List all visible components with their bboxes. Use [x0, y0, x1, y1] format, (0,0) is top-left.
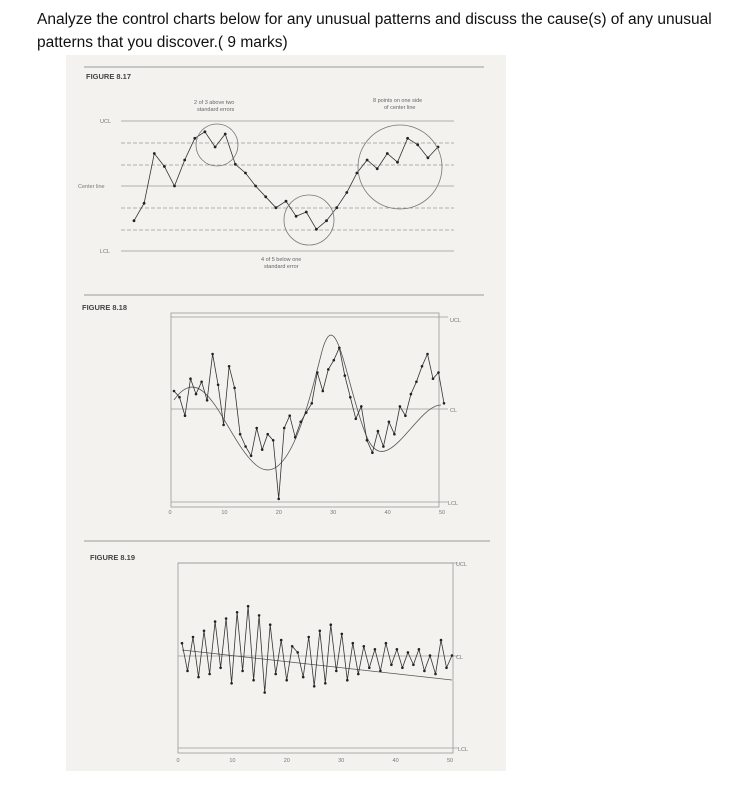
- fig18-data-point: [261, 448, 264, 451]
- fig17-note-1a: 2 of 3 above two: [194, 100, 235, 106]
- fig18-data-point: [206, 399, 209, 402]
- figure-8-18-label: FIGURE 8.18: [82, 303, 128, 312]
- fig18-data-point: [178, 396, 181, 399]
- fig18-data-point: [184, 414, 187, 417]
- fig17-series: [133, 130, 440, 230]
- fig19-tick-label: 20: [283, 758, 290, 764]
- fig18-data-point: [432, 377, 435, 380]
- fig17-note-1b: standard errors: [197, 107, 235, 113]
- fig19-data-point: [197, 676, 200, 679]
- fig17-data-point: [386, 152, 389, 155]
- fig17-data-point: [366, 159, 369, 162]
- fig18-data-point: [421, 365, 424, 368]
- fig17-data-point: [427, 156, 430, 159]
- fig17-data-point: [376, 167, 379, 170]
- fig19-data-point: [363, 645, 366, 648]
- fig18-data-point: [283, 427, 286, 430]
- fig17-data-line: [134, 132, 438, 230]
- fig18-cl-label: CL: [450, 408, 458, 414]
- fig17-data-point: [173, 185, 176, 188]
- fig19-data-line: [182, 606, 452, 692]
- fig19-data-point: [192, 636, 195, 639]
- fig18-data-point: [299, 421, 302, 424]
- scanned-figures: [66, 55, 506, 771]
- fig19-data-point: [451, 654, 454, 657]
- fig19-data-point: [418, 648, 421, 651]
- fig18-data-point: [311, 402, 314, 405]
- fig17-data-point: [406, 137, 409, 140]
- fig19-series: [181, 605, 454, 694]
- fig19-x-ticks: [176, 758, 453, 764]
- fig18-data-point: [316, 371, 319, 374]
- fig19-data-point: [307, 636, 310, 639]
- fig18-data-point: [189, 377, 192, 380]
- fig18-data-point: [266, 433, 269, 436]
- fig17-data-point: [153, 152, 156, 155]
- fig18-data-point: [426, 353, 429, 356]
- fig19-data-point: [302, 676, 305, 679]
- fig18-data-point: [250, 455, 253, 458]
- fig19-cl-label: CL: [456, 655, 464, 661]
- fig18-data-point: [388, 421, 391, 424]
- fig17-data-point: [193, 137, 196, 140]
- fig19-data-point: [346, 679, 349, 682]
- fig19-data-point: [208, 673, 211, 676]
- fig19-tick-label: 10: [229, 758, 236, 764]
- fig18-data-point: [217, 384, 220, 387]
- fig19-data-point: [296, 651, 299, 654]
- fig19-data-point: [352, 642, 355, 645]
- fig18-data-point: [272, 439, 275, 442]
- fig17-data-point: [315, 228, 318, 231]
- fig18-data-point: [399, 405, 402, 408]
- fig18-cycle-curve: [174, 335, 441, 470]
- fig18-data-point: [200, 381, 203, 384]
- fig17-data-point: [234, 163, 237, 166]
- fig19-tick-label: 50: [446, 758, 454, 764]
- fig18-series: [173, 347, 446, 501]
- fig17-ucl-label: UCL: [100, 119, 112, 125]
- fig18-data-point: [228, 365, 231, 368]
- fig17-note-3a: 4 of 5 below one: [261, 257, 302, 263]
- fig18-tick-label: 0: [168, 510, 172, 516]
- fig18-data-point: [371, 451, 374, 454]
- fig18-data-point: [233, 387, 236, 390]
- fig19-data-point: [390, 664, 393, 667]
- fig18-data-point: [355, 418, 358, 421]
- fig17-data-point: [183, 159, 186, 162]
- fig19-data-point: [291, 645, 294, 648]
- fig18-data-point: [366, 439, 369, 442]
- fig18-data-point: [338, 347, 341, 350]
- fig18-tick-label: 50: [438, 510, 446, 516]
- fig17-data-point: [143, 202, 146, 205]
- fig17-data-point: [204, 130, 207, 133]
- question-line-2: patterns that you discover.( 9 marks): [37, 34, 288, 51]
- fig17-data-point: [254, 185, 257, 188]
- fig17-data-point: [356, 172, 359, 175]
- fig19-data-point: [357, 673, 360, 676]
- fig18-data-line: [174, 348, 444, 499]
- fig19-data-point: [285, 679, 288, 682]
- fig18-data-point: [173, 390, 176, 393]
- fig19-data-point: [335, 670, 338, 673]
- fig17-note-2b: of center line: [384, 105, 416, 111]
- fig19-data-point: [280, 639, 283, 642]
- fig18-data-point: [288, 414, 291, 417]
- fig18-data-point: [195, 393, 198, 396]
- fig17-lcl-label: LCL: [100, 249, 111, 255]
- fig18-data-point: [410, 393, 413, 396]
- fig17-data-point: [264, 195, 267, 198]
- fig19-data-point: [330, 623, 333, 626]
- fig17-data-point: [305, 211, 308, 214]
- fig19-data-point: [434, 673, 437, 676]
- fig18-data-point: [294, 436, 297, 439]
- fig19-data-point: [396, 648, 399, 651]
- fig17-circle-side: [358, 125, 442, 209]
- fig19-data-point: [385, 642, 388, 645]
- fig17-data-point: [416, 143, 419, 146]
- fig18-data-point: [255, 427, 258, 430]
- fig19-data-point: [324, 682, 327, 685]
- fig19-data-point: [440, 639, 443, 642]
- fig17-center-label: Center line: [78, 184, 105, 190]
- fig17-data-point: [325, 219, 328, 222]
- figure-8-17-label: FIGURE 8.17: [86, 72, 132, 81]
- fig19-data-point: [241, 670, 244, 673]
- fig17-data-point: [285, 200, 288, 203]
- fig18-data-point: [211, 353, 214, 356]
- fig19-tick-label: 30: [338, 758, 345, 764]
- fig17-note-2a: 8 points on one side: [373, 98, 423, 104]
- fig18-data-point: [344, 374, 347, 377]
- fig17-note-3b: standard error: [264, 264, 299, 270]
- fig19-ucl-label: UCL: [456, 562, 468, 568]
- fig18-tick-label: 30: [330, 510, 337, 516]
- fig18-data-point: [393, 433, 396, 436]
- fig18-x-ticks: [168, 510, 445, 516]
- fig18-data-point: [222, 424, 225, 427]
- fig18-data-point: [382, 445, 385, 448]
- fig19-tick-label: 40: [392, 758, 399, 764]
- figure-8-19-label: FIGURE 8.19: [90, 553, 136, 562]
- fig19-data-point: [181, 642, 184, 645]
- fig17-data-point: [396, 161, 399, 164]
- fig18-tick-label: 20: [275, 510, 282, 516]
- fig17-data-point: [214, 146, 217, 149]
- fig18-data-point: [349, 396, 352, 399]
- fig18-data-point: [333, 359, 336, 362]
- fig19-data-point: [252, 679, 255, 682]
- fig19-data-point: [401, 667, 404, 670]
- fig19-data-point: [313, 685, 316, 688]
- fig19-data-point: [219, 667, 222, 670]
- fig17-data-point: [345, 191, 348, 194]
- fig17-data-point: [275, 206, 278, 209]
- fig19-data-point: [429, 654, 432, 657]
- fig18-tick-label: 40: [384, 510, 391, 516]
- fig19-data-point: [445, 667, 448, 670]
- fig19-trend-line: [182, 650, 452, 680]
- fig18-data-point: [322, 390, 325, 393]
- fig19-data-point: [203, 630, 206, 633]
- fig19-data-point: [236, 611, 239, 614]
- fig17-data-point: [295, 215, 298, 218]
- fig18-data-point: [239, 433, 242, 436]
- question-line-1: Analyze the control charts below for any unusual patterns and discuss the cause(s) of any unusual: [37, 11, 712, 28]
- fig17-data-point: [163, 165, 166, 168]
- fig18-lcl-label: LCL: [448, 501, 459, 507]
- fig19-data-point: [225, 617, 228, 620]
- fig19-data-point: [341, 633, 344, 636]
- fig18-data-point: [360, 405, 363, 408]
- fig18-data-point: [443, 402, 446, 405]
- fig17-data-point: [244, 172, 247, 175]
- fig17-data-point: [133, 219, 136, 222]
- fig18-data-point: [415, 381, 418, 384]
- fig18-ucl-label: UCL: [450, 318, 462, 324]
- fig19-data-point: [319, 630, 322, 633]
- figures-svg: [66, 55, 506, 771]
- fig19-data-point: [412, 664, 415, 667]
- fig18-data-point: [277, 498, 280, 501]
- fig17-data-point: [335, 206, 338, 209]
- fig18-data-point: [437, 371, 440, 374]
- fig19-data-point: [379, 670, 382, 673]
- fig19-data-point: [368, 667, 371, 670]
- fig17-data-point: [224, 133, 227, 136]
- fig19-tick-label: 0: [176, 758, 180, 764]
- question-text: [37, 8, 717, 54]
- fig18-tick-label: 10: [221, 510, 228, 516]
- fig19-data-point: [258, 614, 261, 617]
- fig18-data-point: [305, 411, 308, 414]
- fig19-data-point: [214, 620, 217, 623]
- fig19-data-point: [263, 691, 266, 694]
- fig19-data-point: [374, 648, 377, 651]
- fig19-data-point: [247, 605, 250, 608]
- fig19-lcl-label: LCL: [458, 747, 469, 753]
- fig18-data-point: [244, 445, 247, 448]
- fig19-data-point: [274, 673, 277, 676]
- fig18-data-point: [377, 430, 380, 433]
- fig19-data-point: [186, 670, 189, 673]
- fig18-data-point: [327, 368, 330, 371]
- fig18-data-point: [404, 414, 407, 417]
- fig19-data-point: [407, 651, 410, 654]
- fig19-data-point: [269, 623, 272, 626]
- fig19-data-point: [423, 670, 426, 673]
- fig19-data-point: [230, 682, 233, 685]
